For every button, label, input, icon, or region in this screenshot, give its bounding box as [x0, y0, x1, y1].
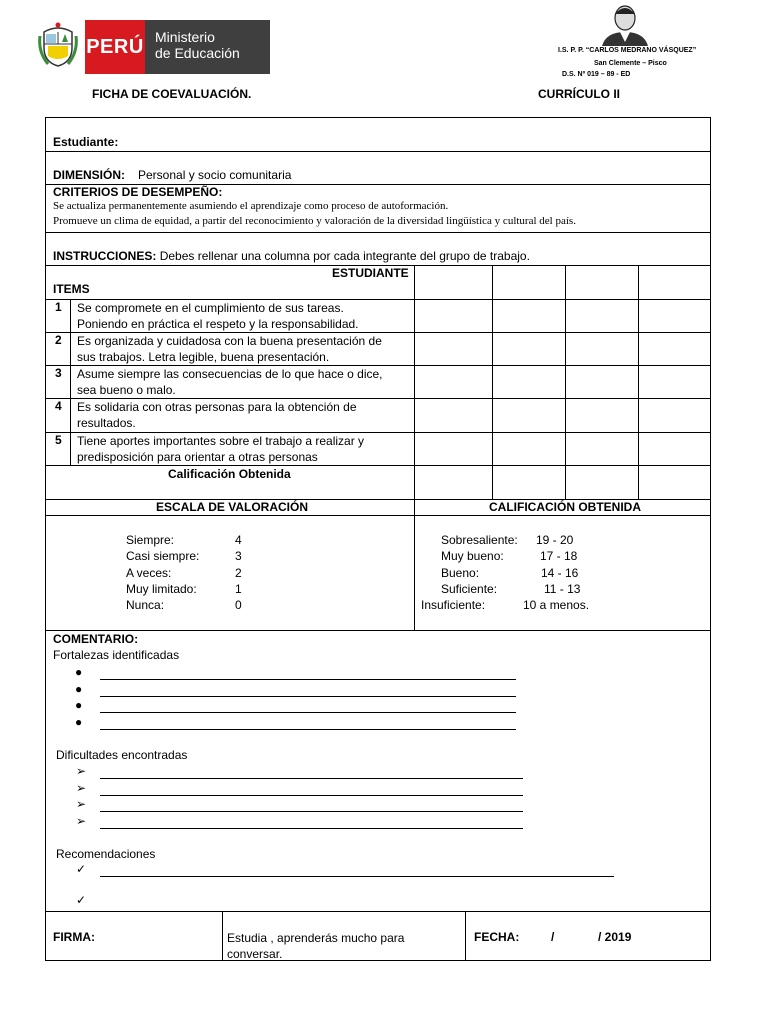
item-number: 2 [55, 333, 62, 347]
peru-logo: PERÚ [85, 20, 145, 74]
portrait-icon [598, 2, 652, 46]
item-text-line: predisposición para orientar a otras personas [77, 450, 318, 464]
item-text-line: Es solidaria con otras personas para la obtención de [77, 400, 357, 414]
motto-line1: Estudia , aprenderás mucho para [227, 931, 405, 945]
bullet-icon: ● [75, 682, 83, 696]
grade-range: 19 - 20 [536, 533, 574, 547]
motto [227, 930, 404, 962]
instructions-text: Debes rellenar una columna por cada integrante del grupo de trabajo. [159, 249, 530, 263]
scale-value: 3 [235, 549, 242, 563]
item-text [77, 300, 403, 332]
item-number: 4 [55, 399, 62, 413]
bullet-icon: ● [75, 715, 83, 729]
item-text-line: Poniendo en práctica el respeto y la responsabilidad. [77, 317, 359, 331]
item-number: 3 [55, 366, 62, 380]
criteria-label: CRITERIOS DE DESEMPEÑO: [53, 185, 223, 199]
item-text [77, 433, 403, 465]
recommendation-line[interactable] [100, 876, 614, 877]
scale-value: 1 [235, 582, 242, 596]
grade-range: 14 - 16 [541, 566, 579, 580]
grade-label: Bueno: [441, 566, 480, 580]
evaluation-form [45, 117, 711, 961]
scale-label: Siempre: [126, 533, 175, 547]
item-text [77, 366, 403, 398]
grade-range: 10 a menos. [523, 598, 590, 612]
scale-label: Muy limitado: [126, 582, 197, 596]
item-text-line: sea bueno o malo. [77, 383, 176, 397]
difficulties-label: Dificultades encontradas [56, 748, 188, 762]
strength-line[interactable] [100, 729, 516, 730]
strength-line[interactable] [100, 679, 516, 680]
signature-label: FIRMA: [53, 930, 95, 944]
scale-label: Casi siempre: [126, 549, 200, 563]
scale-value: 2 [235, 566, 242, 580]
institute-decree: D.S. Nº 019 – 89 - ED [562, 71, 631, 78]
criteria-2: Promueve un clima de equidad, a partir del reconocimiento y valoración de la diversidad lingüística y cultural del país. [53, 215, 576, 227]
date-year: / 2019 [598, 930, 632, 944]
criteria-1: Se actualiza permanentemente asumiendo el aprendizaje como proceso de autoformación. [53, 200, 449, 212]
bullet-icon: ● [75, 665, 83, 679]
strength-line[interactable] [100, 712, 516, 713]
strength-line[interactable] [100, 696, 516, 697]
grade-header: CALIFICACIÓN OBTENIDA [489, 500, 641, 514]
checkmark-icon: ✓ [76, 862, 87, 876]
form-title: FICHA DE COEVALUACIÓN. [92, 87, 252, 101]
grade-label: Insuficiente: [421, 598, 486, 612]
difficulty-line[interactable] [100, 811, 523, 812]
grade-range: 17 - 18 [540, 549, 578, 563]
dimension-label: DIMENSIÓN: [53, 168, 125, 182]
ministry-line1: Ministerio [155, 29, 215, 45]
date-label: FECHA: [474, 930, 520, 944]
item-text-line: resultados. [77, 416, 136, 430]
difficulty-line[interactable] [100, 828, 523, 829]
item-text [77, 399, 403, 431]
checkmark-icon: ✓ [76, 893, 87, 907]
institute-location: San Clemente – Pisco [594, 60, 667, 67]
arrow-bullet-icon: ➢ [76, 781, 87, 795]
arrow-bullet-icon: ➢ [76, 797, 87, 811]
difficulty-line[interactable] [100, 795, 523, 796]
bullet-icon: ● [75, 698, 83, 712]
motto-line2: conversar. [227, 947, 283, 961]
scale-label: A veces: [126, 566, 172, 580]
student-label: Estudiante: [53, 135, 119, 149]
items-header: ITEMS [53, 282, 90, 296]
grade-label: Suficiente: [441, 582, 498, 596]
grade-label: Sobresaliente: [441, 533, 518, 547]
dimension-value: Personal y socio comunitaria [138, 168, 292, 182]
scale-value: 4 [235, 533, 242, 547]
item-number: 5 [55, 433, 62, 447]
comment-label: COMENTARIO: [53, 632, 139, 646]
score-row-label: Calificación Obtenida [168, 467, 291, 481]
item-text-line: sus trabajos. Letra legible, buena presentación. [77, 350, 330, 364]
item-text-line: Tiene aportes importantes sobre el trabajo a realizar y [77, 434, 365, 448]
scale-label: Nunca: [126, 598, 165, 612]
arrow-bullet-icon: ➢ [76, 764, 87, 778]
grade-range: 11 - 13 [544, 582, 581, 596]
instructions-label: INSTRUCCIONES: [53, 249, 157, 263]
ministry-line2: de Educación [155, 45, 240, 61]
date-slash: / [551, 930, 555, 944]
scale-header: ESCALA DE VALORACIÓN [156, 500, 309, 514]
item-number: 1 [55, 300, 62, 314]
difficulty-line[interactable] [100, 778, 523, 779]
ministry-logo [145, 20, 270, 74]
item-text [77, 333, 403, 365]
scale-value: 0 [235, 598, 242, 612]
item-text-line: Se compromete en el cumplimiento de sus tareas. [77, 301, 344, 315]
institute-name: I.S. P. P. “CARLOS MEDRANO VÁSQUEZ” [558, 47, 697, 54]
grade-label: Muy bueno: [441, 549, 504, 563]
item-text-line: Es organizada y cuidadosa con la buena presentación de [77, 334, 382, 348]
strengths-label: Fortalezas identificadas [53, 648, 180, 662]
item-text-line: Asume siempre las consecuencias de lo que hace o dice, [77, 367, 383, 381]
curriculum-label: CURRÍCULO II [538, 87, 620, 101]
instructions [53, 249, 530, 263]
peru-coat-of-arms-icon [38, 22, 78, 68]
arrow-bullet-icon: ➢ [76, 814, 87, 828]
student-column-header: ESTUDIANTE [332, 266, 409, 280]
recommendations-label: Recomendaciones [56, 847, 156, 861]
